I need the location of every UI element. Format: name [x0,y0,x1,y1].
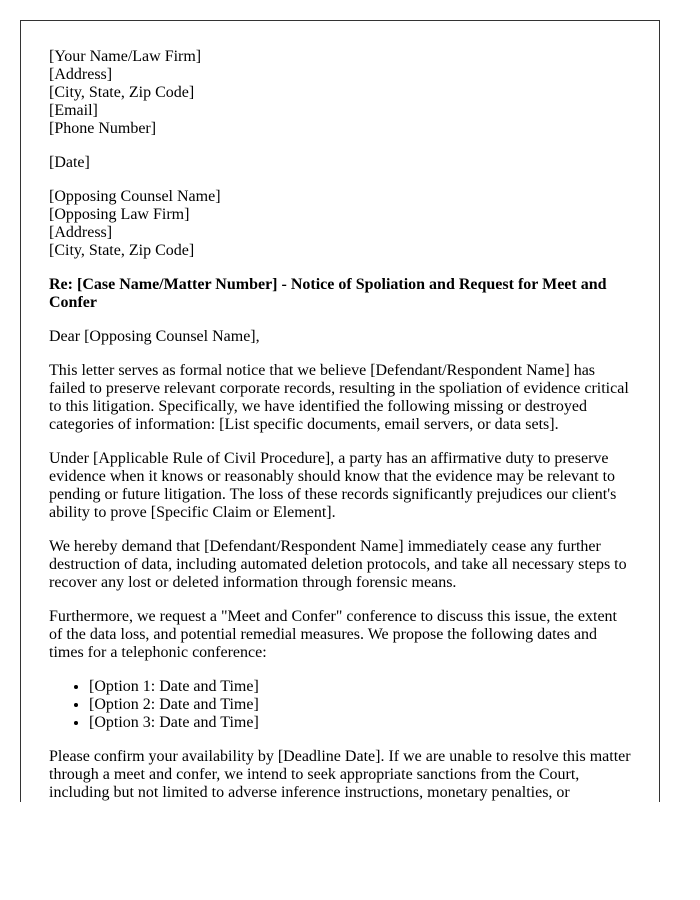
sender-address: [Address] [49,66,113,83]
sender-phone: [Phone Number] [49,120,157,137]
option-item: • [Option 1: Date and Time] [89,678,631,696]
letter-content [21,21,659,802]
options-list [49,678,631,732]
salutation: Dear [Opposing Counsel Name], [49,328,260,345]
sender-block [49,48,631,138]
body-paragraph: We hereby demand that [Defendant/Respondent Name] immediately cease any further destruction of data, including automated deletion protocols, and take all necessary steps to recover any lost or deleted information through forensic means. [49,538,627,591]
recipient-block [49,188,631,260]
body-paragraph: Under [Applicable Rule of Civil Procedure], a party has an affirmative duty to preserve evidence when it knows or reasonably should know that the evidence may be relevant to pending or future litigation. The loss of these records significantly prejudices our client's ability to prove [Specific Claim or Element]. [49,450,617,521]
sender-city: [City, State, Zip Code] [49,84,195,101]
recipient-city: [City, State, Zip Code] [49,242,195,259]
option-item: • [Option 3: Date and Time] [89,714,631,732]
closing-paragraph: Please confirm your availability by [Deadline Date]. If we are unable to resolve this matter through a meet and confer, we intend to seek appropriate sanctions from the Court, including but not limited to adverse inference instructions, monetary penalties, or [49,748,631,801]
letter-date: [Date] [49,154,90,171]
recipient-address: [Address] [49,224,113,241]
recipient-name: [Opposing Counsel Name] [49,188,221,205]
body-paragraph: This letter serves as formal notice that we believe [Defendant/Respondent Name] has failed to preserve relevant corporate records, resulting in the spoliation of evidence critical to this litigation. Specifically, we have identified the following missing or destroyed categories of information: [List specific documents, email servers, or data sets]. [49,362,629,433]
recipient-firm: [Opposing Law Firm] [49,206,190,223]
option-item: • [Option 2: Date and Time] [89,696,631,714]
subject-line: Re: [Case Name/Matter Number] - Notice of Spoliation and Request for Meet and Confer [49,276,607,311]
sender-email: [Email] [49,102,98,119]
letter-page [20,20,660,802]
sender-name: [Your Name/Law Firm] [49,48,202,65]
body-paragraph: Furthermore, we request a "Meet and Confer" conference to discuss this issue, the extent of the data loss, and potential remedial measures. We propose the following dates and times for a telephonic conference: [49,608,617,661]
